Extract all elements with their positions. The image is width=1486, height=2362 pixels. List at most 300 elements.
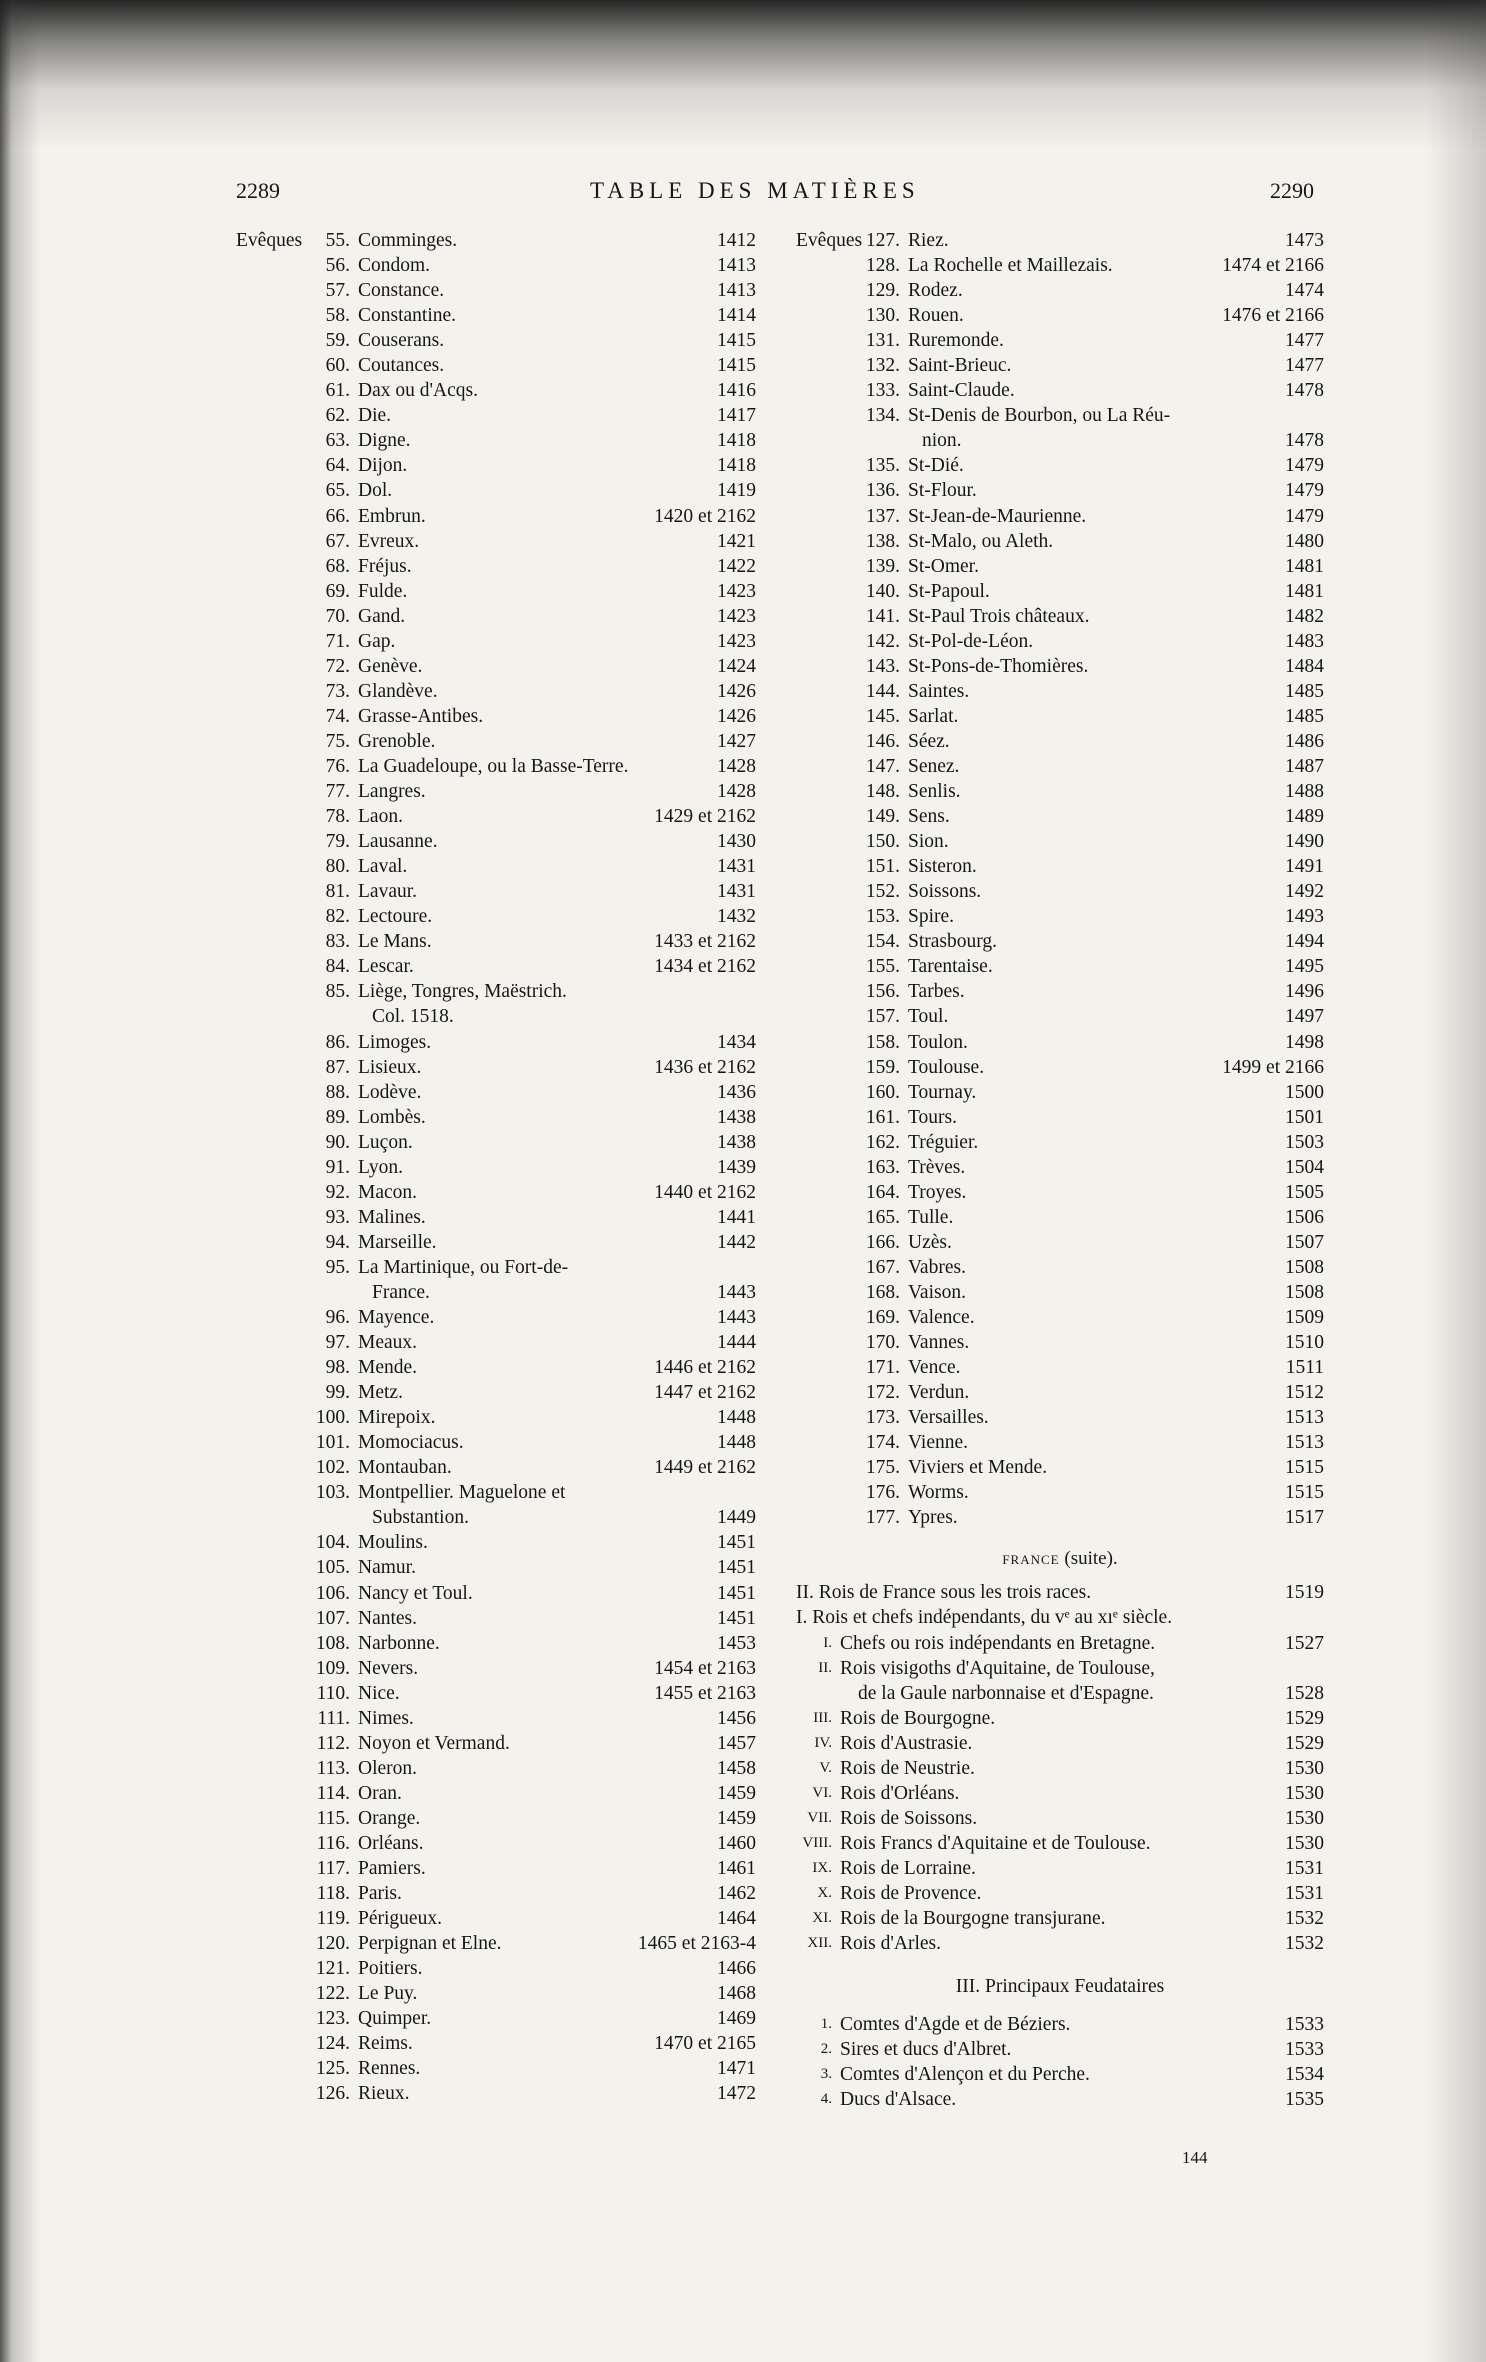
entry-name: Couserans. [358,330,445,352]
entry-page: 1426 [717,680,756,702]
toc-entry [796,1030,1324,1055]
entry-page: 1533 [1285,2039,1324,2061]
entry-number: 152. [865,881,900,903]
toc-entry [796,779,1324,804]
entry-name: Die. [358,405,392,427]
entry-number: 100. [315,1407,350,1429]
entry-name: Ruremonde. [908,330,1004,352]
entry-page: 1506 [1285,1206,1324,1228]
entry-name: Tulle. [908,1206,954,1228]
entry-page: 1430 [717,831,756,853]
entry-number: 56. [325,255,350,277]
entry-page: 1412 [717,230,756,251]
entry-number: 116. [316,1833,350,1854]
entry-number: 75. [325,730,350,752]
entry-name: Dol. [358,480,393,502]
entry-page: 1443 [717,1281,756,1303]
section-ii-page: 1519 [1285,1582,1324,1604]
entry-page: 1454 et 2163 [654,1657,756,1679]
entry-number: 82. [325,906,350,928]
entry-number: 176. [865,1482,900,1504]
entry-number: 143. [865,655,900,677]
entry-page: 1488 [1285,781,1324,803]
toc-entry [236,1355,756,1380]
entry-number: 106. [315,1582,350,1604]
entry-name: Oran. [358,1782,402,1804]
entry-page: 1429 et 2162 [654,806,756,828]
entry-name: Momociacus. [358,1432,464,1454]
toc-entry [236,1180,756,1205]
toc-entry [236,604,756,629]
entry-number: 114. [316,1782,350,1804]
entry-page: 1434 [717,1031,756,1053]
entry-name: La Guadeloupe, ou la Basse-Terre. [358,755,629,777]
entry-number: 79. [325,831,350,853]
entry-page: 1529 [1285,1732,1324,1754]
entry-number: 147. [865,755,900,777]
entry-number: 109. [315,1657,350,1679]
entry-number: 139. [865,555,900,577]
entry-page: 1510 [1285,1332,1324,1354]
entry-page: 1449 [717,1507,756,1529]
entry-page: 1414 [717,305,756,327]
entry-page: 1517 [1285,1507,1324,1529]
entry-page: 1509 [1285,1307,1324,1329]
entry-page: 1431 [717,881,756,903]
entry-number: IV. [814,1734,832,1751]
entry-name: de la Gaule narbonnaise et d'Espagne. [858,1682,1154,1704]
entry-page: 1513 [1285,1432,1324,1454]
toc-entry [236,579,756,604]
entry-name: Sires et ducs d'Albret. [840,2039,1012,2061]
toc-entry [796,1230,1324,1255]
toc-entry [796,1155,1324,1180]
toc-entry [796,504,1324,529]
entry-name: Tournay. [908,1081,977,1103]
entry-number: 128. [865,255,900,277]
entry-number: 60. [325,355,350,377]
entry-name: Tours. [908,1106,958,1128]
entry-number: 124. [315,2033,350,2055]
entry-name: Rennes. [358,2058,421,2080]
toc-entry [796,378,1324,403]
entry-name: Macon. [358,1181,418,1203]
toc-entry [236,1606,756,1631]
entry-page: 1431 [717,856,756,878]
toc-entry [796,729,1324,754]
entry-page: 1528 [1285,1682,1324,1704]
toc-entry [236,929,756,954]
toc-entry [236,228,756,253]
section-iii-entries [796,2012,1324,2112]
entry-number: III. [813,1709,832,1726]
entry-page: 1529 [1285,1707,1324,1729]
entry-number: 93. [325,1206,350,1228]
entry-number: 165. [865,1206,900,1228]
entry-number: 89. [325,1106,350,1128]
entry-name: Dax ou d'Acqs. [358,380,478,402]
toc-entry [796,554,1324,579]
section-iii-heading: III. Principaux Feudataires [955,1976,1165,1998]
entry-page: 1530 [1285,1807,1324,1829]
entry-page: 1496 [1285,981,1324,1003]
entry-name: Montpellier. Maguelone et [358,1482,566,1504]
toc-entry [796,1280,1324,1305]
france-subheading [796,1530,1324,1580]
section-ii-subheading [796,1605,1324,1630]
entry-page: 1485 [1285,680,1324,702]
toc-entry [236,1831,756,1856]
entry-name: Nevers. [358,1657,419,1679]
toc-entry [236,1055,756,1080]
entry-number: 59. [325,330,350,352]
entry-name: Lyon. [358,1156,403,1178]
entry-number: 83. [325,931,350,953]
toc-entry [796,2037,1324,2062]
entry-page: 1456 [717,1707,756,1729]
toc-entry [796,1004,1324,1029]
entry-page: 1438 [717,1131,756,1153]
entry-number: 170. [865,1332,900,1354]
entry-number: 67. [325,530,350,552]
entry-number: 157. [865,1006,900,1028]
toc-entry [236,1480,756,1505]
entry-number: 57. [325,280,350,302]
entry-name: Col. 1518. [372,1006,454,1028]
entry-name: Rois visigoths d'Aquitaine, de Toulouse, [840,1657,1155,1679]
toc-entry [236,529,756,554]
entry-number: 151. [865,856,900,878]
entry-name: Saint-Brieuc. [908,355,1012,377]
entry-page: 1415 [717,330,756,352]
france-word: FRANCE [1002,1552,1060,1568]
entry-page: 1465 et 2163-4 [637,1933,756,1955]
entry-name: Grenoble. [358,730,436,752]
entry-name: Chefs ou rois indépendants en Bretagne. [840,1632,1156,1654]
toc-entry [796,829,1324,854]
entry-number: 73. [325,680,350,702]
entry-name: Rodez. [908,280,963,302]
scan-shadow-left [0,0,40,2362]
toc-entry [796,1906,1324,1931]
entry-name: Reims. [358,2033,413,2055]
entry-name: Poitiers. [358,1958,423,1980]
entry-page: 1469 [717,2008,756,2030]
entry-page: 1436 [717,1081,756,1103]
entry-page: 1442 [717,1231,756,1253]
entry-number: 133. [865,380,900,402]
toc-entry [236,1205,756,1230]
entry-number: X. [817,1885,832,1901]
entry-number: 72. [325,655,350,677]
entry-number: 58. [325,305,350,327]
entry-page: 1423 [717,605,756,627]
entry-name: Oleron. [358,1757,418,1779]
section-ii-subtitle: I. Rois et chefs indépendants, du vᵉ au xıᵉ siècle. [796,1607,1173,1629]
entry-name: Soissons. [908,881,982,903]
entry-name: Lavaur. [358,881,418,903]
entry-page: 1438 [717,1106,756,1128]
entry-name: Trèves. [908,1156,966,1178]
entry-number: 144. [865,680,900,702]
entry-number: 65. [325,480,350,502]
entry-name: Vannes. [908,1332,970,1354]
entry-name: Vienne. [908,1432,969,1454]
entry-number: 112. [316,1732,350,1754]
entry-page: 1530 [1285,1757,1324,1779]
toc-entry [796,1380,1324,1405]
toc-entry [236,704,756,729]
entry-name: Nimes. [358,1707,414,1729]
entry-name: Toulouse. [908,1056,985,1078]
entry-name: Lescar. [358,956,414,978]
entry-name: Luçon. [358,1131,413,1153]
entry-number: 92. [325,1181,350,1203]
toc-entry [236,1155,756,1180]
toc-entry [236,504,756,529]
entry-page: 1449 et 2162 [654,1457,756,1479]
entry-number: 121. [315,1958,350,1980]
entry-name: Sion. [908,831,949,853]
entry-number: 137. [865,505,900,527]
entry-name: Lisieux. [358,1056,422,1078]
toc-entry [236,1581,756,1606]
entry-name: Toul. [908,1006,949,1028]
entry-number: 126. [315,2083,350,2105]
entry-page: 1451 [717,1607,756,1629]
entry-page: 1491 [1285,856,1324,878]
entry-number: 129. [865,280,900,302]
entry-page: 1531 [1285,1883,1324,1904]
entry-number: I. [823,1634,832,1651]
entry-page: 1492 [1285,881,1324,903]
entry-page: 1493 [1285,906,1324,928]
entry-name: Mayence. [358,1307,435,1329]
entry-page: 1472 [717,2083,756,2105]
entry-name: Rouen. [908,305,964,327]
entry-number: 136. [865,480,900,502]
entry-number: 62. [325,405,350,427]
toc-entry [236,1130,756,1155]
entry-page: 1447 et 2162 [654,1382,756,1404]
entry-number: 105. [315,1557,350,1579]
entry-page: 1436 et 2162 [654,1056,756,1078]
entry-page: 1460 [717,1833,756,1854]
entry-name: Saintes. [908,680,970,702]
entry-name: Versailles. [908,1407,989,1429]
entry-name: Riez. [908,230,949,251]
entry-page: 1505 [1285,1181,1324,1203]
entry-name: Condom. [358,255,431,277]
entry-page: 1494 [1285,931,1324,953]
toc-entry [236,1430,756,1455]
entry-name: Rois d'Orléans. [840,1782,960,1804]
entry-number: 145. [865,705,900,727]
entry-name: Embrun. [358,505,426,527]
entry-number: 61. [325,380,350,402]
entry-name: Constantine. [358,305,457,327]
entry-number: 95. [325,1256,350,1278]
toc-entry [236,1756,756,1781]
entry-name: Saint-Claude. [908,380,1015,402]
toc-entry [236,253,756,278]
toc-entry [236,1781,756,1806]
entry-page: 1434 et 2162 [654,956,756,978]
entry-number: 159. [865,1056,900,1078]
entry-name: nion. [922,430,962,452]
toc-entry [236,1656,756,1681]
entry-number: 102. [315,1457,350,1479]
entry-name: Séez. [908,730,950,752]
entry-page: 1416 [717,380,756,402]
toc-entry [796,929,1324,954]
toc-entry [796,1055,1324,1080]
toc-entry [236,428,756,453]
entry-name: Constance. [358,280,445,302]
toc-entry [236,729,756,754]
toc-entry [796,1480,1324,1505]
entry-number: 172. [865,1382,900,1404]
entry-name: Lausanne. [358,831,438,853]
entry-name: Noyon et Vermand. [358,1732,510,1754]
entry-number: 64. [325,455,350,477]
entry-name: Rois de Soissons. [840,1807,978,1829]
entry-name: St-Denis de Bourbon, ou La Réu- [908,405,1171,427]
entry-page: 1504 [1285,1156,1324,1178]
toc-entry [796,1180,1324,1205]
toc-entry [236,679,756,704]
entry-name: Senlis. [908,781,961,803]
toc-entry [236,1530,756,1555]
entry-page: 1476 et 2166 [1222,305,1324,327]
toc-entry [236,754,756,779]
entry-number: 130. [865,305,900,327]
toc-entry [236,378,756,403]
entry-number: 150. [865,831,900,853]
entry-number: 88. [325,1081,350,1103]
toc-entry [236,278,756,303]
entry-number: 87. [325,1056,350,1078]
entry-page: 1423 [717,580,756,602]
entry-name: Narbonne. [358,1632,440,1654]
entry-name: Gap. [358,630,396,652]
toc-entry [236,1305,756,1330]
toc-entry [796,1105,1324,1130]
entry-name: Le Puy. [358,1983,418,2005]
entry-name: Rois de Provence. [840,1883,982,1904]
entry-number: 177. [865,1507,900,1529]
entry-page: 1470 et 2165 [654,2033,756,2055]
entry-name: Malines. [358,1206,426,1228]
entry-number: 134. [865,405,900,427]
toc-entry [236,779,756,804]
entry-name: Sarlat. [908,705,959,727]
entry-name: Le Mans. [358,931,432,953]
toc-entry [236,1405,756,1430]
entry-name: Meaux. [358,1332,418,1354]
toc-entry [236,1956,756,1981]
entry-number: 77. [325,781,350,803]
toc-entry [236,303,756,328]
entry-page: 1495 [1285,956,1324,978]
entry-page: 1419 [717,480,756,502]
entry-page: 1423 [717,630,756,652]
entry-page: 1459 [717,1807,756,1829]
toc-entry [236,1505,756,1530]
entry-number: 168. [865,1281,900,1303]
entry-page: 1461 [717,1858,756,1880]
entry-page: 1474 [1285,280,1324,302]
entry-page: 1531 [1285,1857,1324,1879]
toc-entry [796,1806,1324,1831]
toc-entry [796,353,1324,378]
entry-number: 78. [325,806,350,828]
entry-number: 158. [865,1031,900,1053]
toc-entry [236,1681,756,1706]
entry-number: 140. [865,580,900,602]
entry-number: 68. [325,555,350,577]
entry-number: 81. [325,881,350,903]
entry-page: 1418 [717,430,756,452]
entry-number: 119. [316,1908,350,1930]
toc-entry [796,1781,1324,1806]
france-suffix: (suite). [1064,1548,1118,1570]
entry-name: Rois de Lorraine. [840,1857,976,1879]
entry-name: Lectoure. [358,906,433,928]
entry-page: 1497 [1285,1006,1324,1028]
entry-page: 1508 [1285,1281,1324,1303]
entry-number: 154. [865,931,900,953]
toc-entry [236,654,756,679]
toc-entry [796,1430,1324,1455]
entry-name: St-Paul Trois châteaux. [908,605,1090,627]
entry-name: Tréguier. [908,1131,979,1153]
entry-page: 1457 [717,1732,756,1754]
entry-name: Coutances. [358,355,445,377]
toc-entry [796,478,1324,503]
entry-page: 1473 [1285,230,1324,251]
entry-number: 127. [865,230,900,251]
toc-entry [796,1080,1324,1105]
entry-number: 123. [315,2008,350,2030]
toc-entry [796,1931,1324,1956]
entry-number: 162. [865,1131,900,1153]
toc-entry [236,829,756,854]
entry-page: 1446 et 2162 [654,1357,756,1379]
entry-number: XI. [812,1910,832,1927]
entry-number: 107. [315,1607,350,1629]
entry-page: 1427 [717,730,756,752]
toc-entry [796,1130,1324,1155]
section-ii-entries [796,1631,1324,1957]
entry-name: Moulins. [358,1532,428,1554]
entry-name: Dijon. [358,455,408,477]
entry-name: La Rochelle et Maillezais. [908,255,1113,277]
toc-entry [796,328,1324,353]
toc-entry [236,1731,756,1756]
entry-page: 1474 et 2166 [1222,255,1324,277]
toc-entry [796,1405,1324,1430]
toc-entry [236,1255,756,1280]
entry-number: 94. [325,1231,350,1253]
entry-name: Tarentaise. [908,956,993,978]
entry-page: 1428 [717,755,756,777]
toc-entry [796,654,1324,679]
page-number-left: 2289 [236,178,280,203]
entry-page: 1455 et 2163 [654,1682,756,1704]
entry-page: 1477 [1285,355,1324,377]
entry-name: Mirepoix. [358,1407,436,1429]
